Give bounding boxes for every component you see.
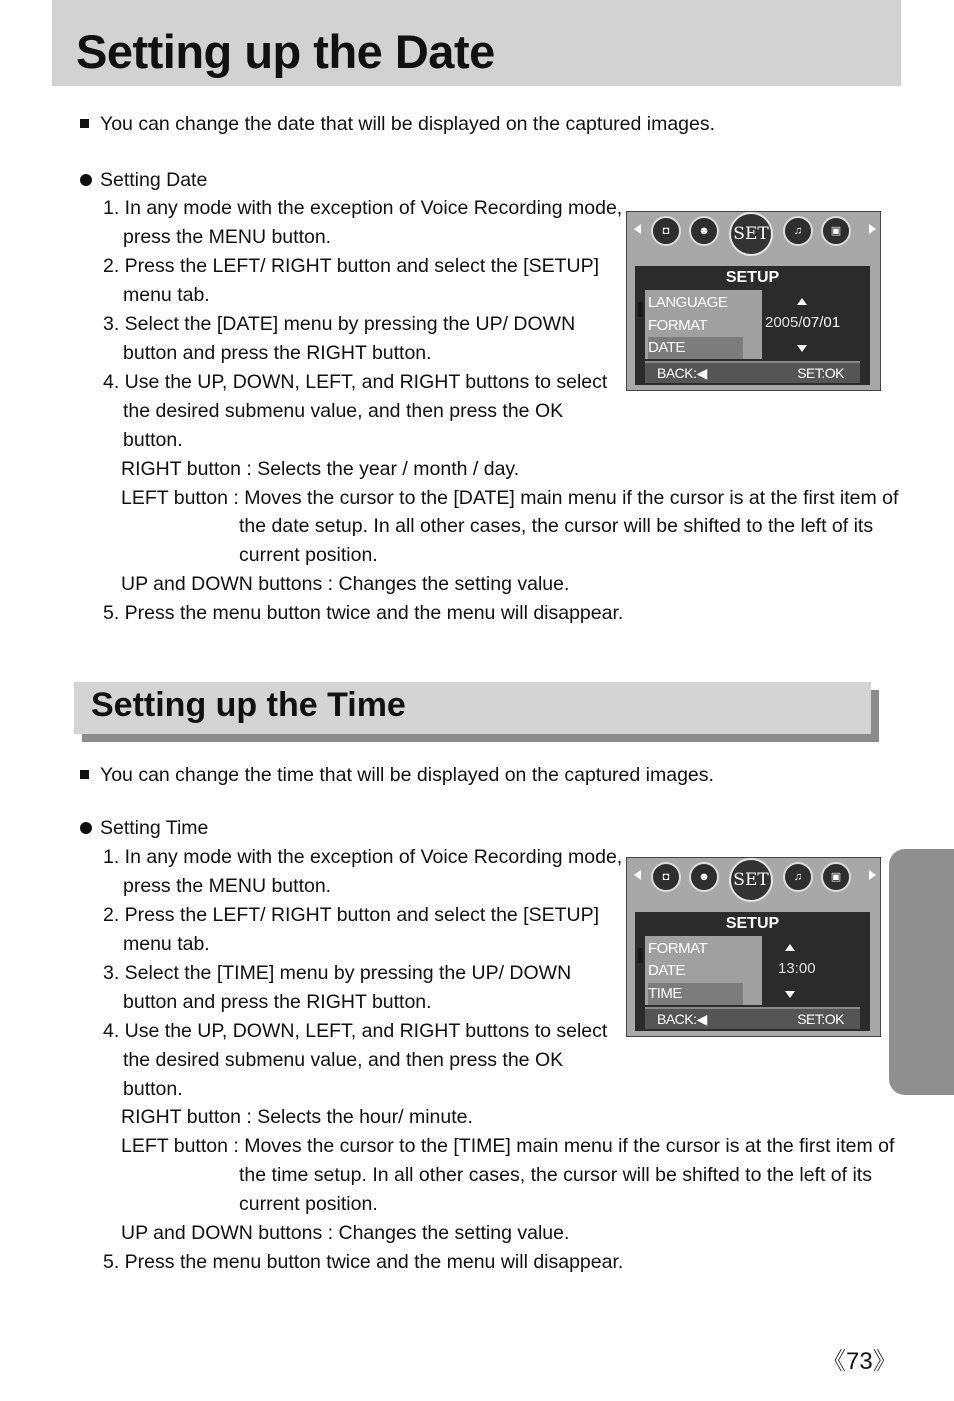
time-value: 13:00 — [778, 960, 816, 977]
date-line: 3. Select the [DATE] menu by pressing the UP/ DOWN — [103, 313, 576, 335]
screen-body — [635, 936, 870, 1031]
date-line: UP and DOWN buttons : Changes the setting value. — [121, 573, 570, 595]
date-title-bar — [52, 0, 901, 86]
time-line: press the MENU button. — [123, 875, 332, 897]
time-line: 5. Press the menu button twice and the menu will disappear. — [103, 1251, 624, 1273]
date-subheading: Setting Date — [80, 166, 207, 195]
menu-item: FORMAT — [648, 317, 708, 334]
left-arrow-icon — [634, 870, 641, 880]
date-line: 5. Press the menu button twice and the menu will disappear. — [103, 602, 624, 624]
date-line: RIGHT button : Selects the year / month / day. — [121, 458, 520, 480]
screen-footer — [645, 361, 860, 383]
camera-mode-icon: ◘ — [651, 862, 681, 892]
menu-item: LANGUAGE — [648, 294, 728, 311]
time-title-bar — [74, 682, 871, 734]
date-line: the desired submenu value, and then press the OK — [123, 400, 564, 422]
person-icon: ☻ — [689, 862, 719, 892]
screen-body — [635, 290, 870, 385]
section-title: Setting up the Time — [91, 686, 406, 724]
date-line: the date setup. In all other cases, the cursor will be shifted to the left of its — [239, 515, 874, 537]
square-bullet-icon — [80, 119, 89, 128]
time-line: UP and DOWN buttons : Changes the setting value. — [121, 1222, 570, 1244]
date-line: press the MENU button. — [123, 226, 332, 248]
setup-icon: SET — [729, 212, 773, 256]
time-line: current position. — [239, 1193, 378, 1215]
time-line: menu tab. — [123, 933, 210, 955]
time-line: 1. In any mode with the exception of Voice Recording mode, — [103, 846, 623, 868]
back-label: BACK:◀ — [657, 1011, 707, 1027]
time-line: LEFT button : Moves the cursor to the [TIME] main menu if the cursor is at the first item of — [121, 1135, 895, 1157]
time-line: the desired submenu value, and then press the OK — [123, 1049, 564, 1071]
date-value: 2005/07/01 — [765, 314, 841, 331]
ok-label: SET:OK — [797, 1011, 844, 1027]
side-tab-marker — [889, 849, 954, 1095]
down-arrow-icon — [785, 991, 795, 998]
page-title: Setting up the Date — [76, 25, 495, 78]
date-line: menu tab. — [123, 284, 210, 306]
print-icon: ▣ — [821, 216, 851, 246]
right-arrow-icon — [869, 870, 876, 880]
date-intro: You can change the date that will be displayed on the captured images. — [80, 110, 715, 139]
menu-item: FORMAT — [648, 940, 708, 957]
time-line: button. — [123, 1078, 183, 1100]
date-setup-screen — [626, 211, 881, 391]
time-setup-screen — [626, 857, 881, 1037]
date-line: LEFT button : Moves the cursor to the [DATE] main menu if the cursor is at the first item of — [121, 487, 899, 509]
date-line: 2. Press the LEFT/ RIGHT button and select the [SETUP] — [103, 255, 600, 277]
menu-item-selected: DATE — [648, 337, 743, 359]
time-line: 4. Use the UP, DOWN, LEFT, and RIGHT buttons to select — [103, 1020, 608, 1042]
screen-header: SETUP — [635, 912, 870, 936]
up-arrow-icon — [785, 944, 795, 951]
time-line: the time setup. In all other cases, the cursor will be shifted to the left of its — [239, 1164, 872, 1186]
time-line: RIGHT button : Selects the hour/ minute. — [121, 1106, 473, 1128]
date-line: current position. — [239, 544, 378, 566]
date-line: button and press the RIGHT button. — [123, 342, 432, 364]
person-icon: ☻ — [689, 216, 719, 246]
page-number: 《73》 — [822, 1348, 897, 1375]
setup-icon: SET — [729, 858, 773, 902]
cursor-marker — [638, 948, 643, 963]
time-line: 3. Select the [TIME] menu by pressing the UP/ DOWN — [103, 962, 572, 984]
circle-bullet-icon — [80, 822, 92, 834]
screen-footer — [645, 1007, 860, 1029]
circle-bullet-icon — [80, 174, 92, 186]
time-intro: You can change the time that will be displayed on the captured images. — [80, 761, 714, 790]
menu-item-selected: TIME — [648, 983, 743, 1005]
date-line: 1. In any mode with the exception of Voice Recording mode, — [103, 197, 623, 219]
menu-item: DATE — [648, 962, 685, 979]
square-bullet-icon — [80, 770, 89, 779]
time-line: button and press the RIGHT button. — [123, 991, 432, 1013]
right-arrow-icon — [869, 224, 876, 234]
sound-icon: ♫ — [783, 216, 813, 246]
date-line: 4. Use the UP, DOWN, LEFT, and RIGHT buttons to select — [103, 371, 608, 393]
left-arrow-icon — [634, 224, 641, 234]
date-line: button. — [123, 429, 183, 451]
up-arrow-icon — [797, 298, 807, 305]
ok-label: SET:OK — [797, 365, 844, 381]
cursor-marker — [638, 302, 643, 317]
back-label: BACK:◀ — [657, 365, 707, 381]
screen-header: SETUP — [635, 266, 870, 290]
time-line: 2. Press the LEFT/ RIGHT button and select the [SETUP] — [103, 904, 600, 926]
sound-icon: ♫ — [783, 862, 813, 892]
down-arrow-icon — [797, 345, 807, 352]
print-icon: ▣ — [821, 862, 851, 892]
time-subheading: Setting Time — [80, 814, 208, 843]
camera-mode-icon: ◘ — [651, 216, 681, 246]
